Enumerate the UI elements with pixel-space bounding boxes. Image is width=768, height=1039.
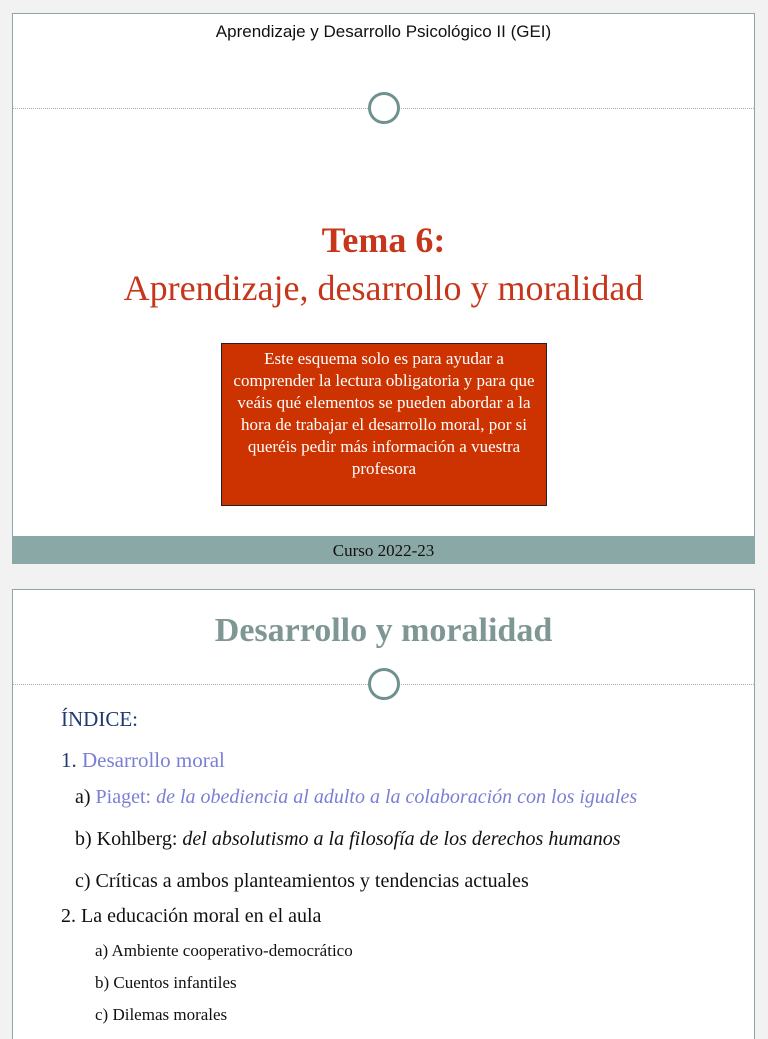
index-item-2a: a) Ambiente cooperativo-democrático — [95, 941, 353, 960]
index-item-2: 2. La educación moral en el aula — [61, 905, 322, 927]
note-box: Este esquema solo es para ayudar a comprender la lectura obligatoria y para que veáis qué elementos se pueden abordar a la hora de trabajar el desarrollo moral, por si queréis pedir más información a vuestra profesora — [221, 343, 547, 506]
index-item-1-link[interactable]: Desarrollo moral — [82, 748, 225, 772]
index-item-1b-desc: del absolutismo a la filosofía de los derechos humanos — [182, 828, 621, 850]
circle-ornament-icon — [368, 668, 400, 700]
index-item-1c: c) Críticas a ambos planteamientos y tendencias actuales — [75, 870, 529, 892]
index-heading: ÍNDICE: — [61, 707, 138, 731]
index-item-1a-name[interactable]: Piaget: — [95, 786, 152, 808]
index-item-1b-prefix: b) Kohlberg: — [75, 828, 178, 850]
index-item-1-number: 1. — [61, 748, 77, 772]
course-header: Aprendizaje y Desarrollo Psicológico II (GEI) — [215, 22, 552, 41]
index-item-1[interactable] — [61, 748, 225, 773]
topic-title: Aprendizaje, desarrollo y moralidad — [123, 268, 644, 308]
topic-number: Tema 6: — [321, 220, 446, 260]
slide-title: Desarrollo y moralidad — [214, 612, 553, 649]
index-item-1a-desc[interactable]: de la obediencia al adulto a la colaboración con los iguales — [156, 786, 638, 808]
index-item-1a-prefix: a) — [75, 786, 91, 808]
circle-ornament-icon — [368, 92, 400, 124]
index-item-1a[interactable] — [75, 786, 637, 809]
footer-course-year: Curso 2022-23 — [13, 536, 754, 563]
slide-1 — [12, 13, 755, 564]
index-item-2b: b) Cuentos infantiles — [95, 973, 237, 992]
index-item-2c: c) Dilemas morales — [95, 1005, 228, 1024]
index-item-1b — [75, 828, 621, 851]
slide-2 — [12, 589, 755, 1039]
